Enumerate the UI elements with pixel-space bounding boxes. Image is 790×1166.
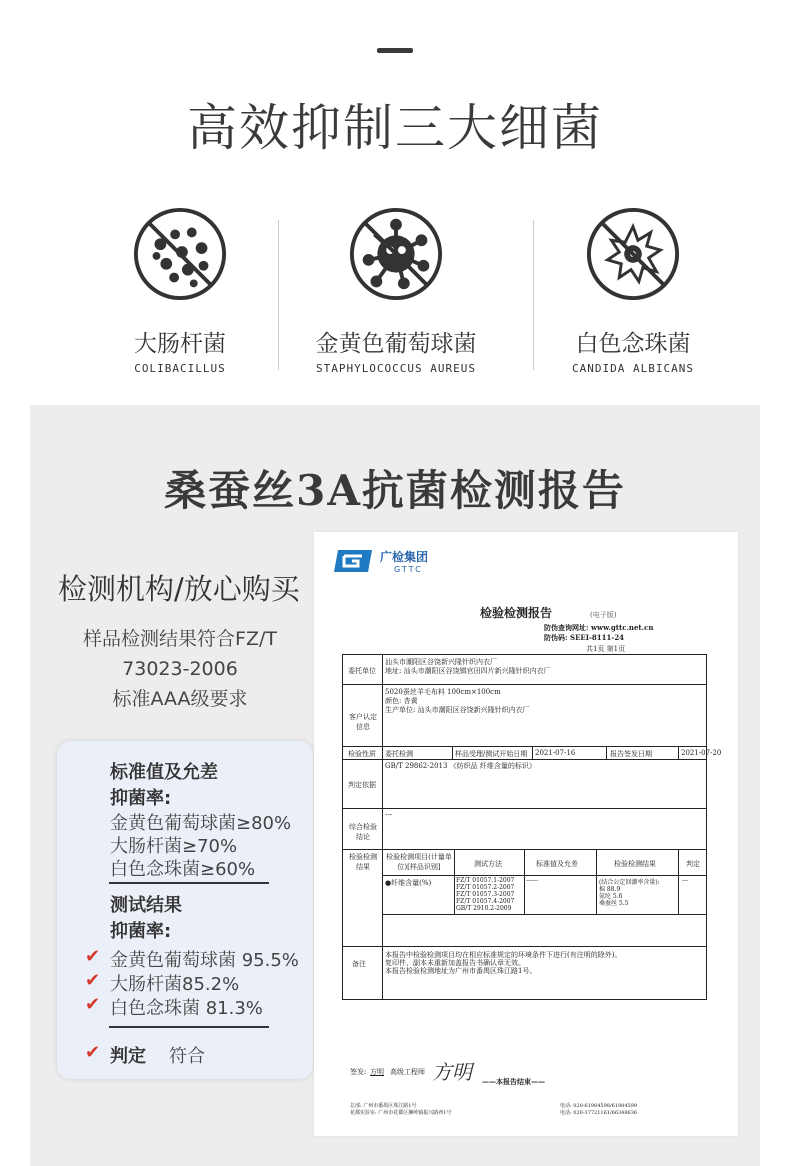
sample-value: 5020蚕丝羊毛布料 100cm×100cm — [385, 688, 501, 696]
table-border — [342, 946, 707, 947]
bacteria-name-cn: 大肠杆菌 — [134, 331, 226, 357]
basis-value: GB/T 29862-2013 《纺织品 纤维含量的标识》 — [385, 762, 536, 770]
row-method: FZ/T 01057.1-2007 — [456, 877, 515, 884]
footer-phone: 电话: 020-37721161/66348636 — [560, 1110, 638, 1116]
bacteria-item-candida — [503, 205, 763, 375]
row-method: FZ/T 01057.4-2007 — [456, 898, 515, 905]
signer-label: 签发: — [350, 1068, 367, 1076]
note-line: 复印件、副本未重新加盖报告书确认章无效。 — [385, 959, 525, 967]
check-icon: ✔ — [85, 946, 101, 967]
conclusion-label: 综合检验结论 — [349, 823, 377, 841]
standard-line: 73023-2006 — [122, 658, 238, 680]
colibacillus-icon — [131, 205, 229, 303]
row-result: (结合公定回潮率含量): — [599, 879, 660, 886]
gttc-logo-icon — [332, 548, 374, 574]
table-border — [342, 808, 707, 809]
signer-name: 方明 — [370, 1068, 384, 1076]
row-judge: --- — [682, 877, 689, 884]
institution-heading: 检测机构/放心购买 — [58, 572, 300, 606]
table-border — [342, 999, 707, 1000]
bacteria-name-cn: 白色念珠菌 — [575, 331, 691, 357]
table-border — [382, 914, 707, 915]
result-item: 大肠杆菌85.2% — [110, 974, 240, 995]
table-border — [706, 654, 707, 1000]
sample-label: 客户认定信息 — [349, 713, 377, 731]
conclusion-value: --- — [385, 811, 393, 819]
table-border — [606, 746, 607, 759]
receive-label: 样品受理/测试开始日期 — [455, 750, 528, 758]
result-heading: 测试结果 — [110, 895, 182, 916]
table-border — [524, 849, 525, 914]
row-method: FZ/T 01057.3-2007 — [456, 891, 515, 898]
footer-hq: 总部: 广州市番禺区珠江路1号 — [350, 1103, 417, 1109]
col-result: 检验检测结果 — [614, 860, 656, 868]
client-value: 汕头市潮阳区谷饶新兴隆针织内衣厂 — [385, 658, 497, 666]
client-address: 地址: 汕头市潮阳区谷饶镇官田四片新兴隆针织内衣厂 — [385, 667, 551, 675]
staphylococcus-icon — [347, 205, 445, 303]
sample-color: 颜色: 杏黄 — [385, 697, 418, 705]
note-line: 本报告中检验检测项目均在相应标准规定的环境条件下进行(有注明的除外)。 — [385, 951, 622, 959]
result-rate-label: 抑菌率: — [110, 921, 172, 942]
row-result: 氨纶 5.6 — [599, 893, 623, 900]
table-border — [678, 746, 679, 759]
top-bar-decoration — [377, 48, 413, 53]
divider-rule — [109, 882, 269, 884]
row-standard: ------ — [526, 877, 539, 884]
handwritten-signature: 方明 — [432, 1060, 472, 1084]
table-border — [454, 849, 455, 914]
bacteria-name-cn: 金黄色葡萄球菌 — [315, 331, 477, 357]
table-border — [342, 654, 343, 1000]
footer-lab: 花都实验室: 广州市花都区狮岭镇振兴路西1号 — [350, 1110, 452, 1116]
table-border — [596, 849, 597, 914]
result-item: 白色念珠菌 81.3% — [110, 998, 263, 1019]
receive-date: 2021-07-16 — [535, 749, 576, 757]
table-border — [342, 684, 707, 685]
doc-title: 检验检测报告 — [480, 606, 553, 620]
anti-fake-code: 防伪码: SEEI-8111-24 — [544, 633, 625, 642]
doc-edition: (电子版) — [590, 611, 617, 619]
std-heading: 标准值及允差 — [110, 762, 218, 783]
report-section-title: 桑蚕丝3A抗菌检测报告 — [164, 466, 626, 515]
standard-line: 标准AAA级要求 — [112, 688, 248, 710]
std-item: 大肠杆菌≥70% — [110, 836, 238, 857]
signer-title: 高级工程师 — [390, 1068, 425, 1076]
col-method: 测试方法 — [474, 860, 502, 868]
results-label: 检验检测结果 — [349, 853, 377, 871]
note-line: 本报告检验检测地址为广州市番禺区珠江路1号。 — [385, 967, 537, 975]
nature-value: 委托检测 — [385, 750, 413, 758]
footer-phone: 电话: 020-61984598/61984599 — [560, 1103, 638, 1109]
table-border — [532, 746, 533, 759]
divider-rule — [109, 1026, 269, 1028]
client-label: 委托单位 — [348, 667, 376, 675]
bacteria-name-en: COLIBACILLUS — [134, 362, 226, 375]
row-method: GB/T 2910.2-2009 — [456, 905, 512, 912]
table-border — [382, 654, 383, 1000]
bacteria-name-en: STAPHYLOCOCCUS AUREUS — [315, 362, 477, 375]
logo-cn: 广检集团 — [380, 550, 429, 564]
issue-label: 报告签发日期 — [610, 750, 652, 758]
report-end-mark: ——本报告结束—— — [482, 1077, 545, 1086]
row-method: FZ/T 01057.2-2007 — [456, 884, 515, 891]
check-icon: ✔ — [85, 1042, 101, 1063]
rate-label: 抑菌率: — [110, 788, 172, 809]
table-border — [678, 849, 679, 914]
test-report-document — [314, 532, 738, 1136]
row-item: ●纤维含量(%) — [385, 879, 432, 887]
col-standard: 标准值及允差 — [536, 860, 578, 868]
bacteria-item-staphylococcus — [266, 205, 526, 375]
issue-date: 2021-07-20 — [681, 749, 722, 757]
col-judge: 判定 — [686, 860, 700, 868]
std-item: 金黄色葡萄球菌≥80% — [110, 813, 292, 834]
check-icon: ✔ — [85, 994, 101, 1015]
page-title: 高效抑制三大细菌 — [187, 99, 603, 157]
row-result: 桑蚕丝 5.5 — [599, 900, 629, 907]
query-site: 防伪查询网址: www.gttc.net.cn — [544, 623, 654, 632]
table-border — [342, 654, 707, 655]
table-border — [342, 759, 707, 760]
table-border — [452, 746, 453, 759]
table-border — [382, 875, 707, 876]
check-icon: ✔ — [85, 970, 101, 991]
logo-en: GTTC — [394, 565, 423, 574]
nature-label: 检验性质 — [348, 750, 376, 758]
col-item: 检验检测项目(计量单位)[样品识别] — [386, 853, 452, 871]
note-label: 备注 — [352, 960, 366, 968]
verdict-label: 判定 — [110, 1046, 146, 1067]
std-item: 白色念珠菌≥60% — [110, 859, 256, 880]
table-border — [342, 746, 707, 747]
standard-line: 样品检测结果符合FZ/T — [83, 628, 277, 650]
row-result: 棉 88.9 — [599, 886, 621, 893]
bacteria-name-en: CANDIDA ALBICANS — [572, 362, 694, 375]
verdict-value: 符合 — [169, 1046, 205, 1067]
page-count: 共1页 第1页 — [586, 645, 626, 653]
basis-label: 判定依据 — [348, 781, 376, 789]
candida-icon — [584, 205, 682, 303]
result-item: 金黄色葡萄球菌 95.5% — [110, 950, 299, 971]
sample-maker: 生产单位: 汕头市潮阳区谷饶新兴隆针织内衣厂 — [385, 706, 530, 714]
result-card — [57, 741, 313, 1079]
